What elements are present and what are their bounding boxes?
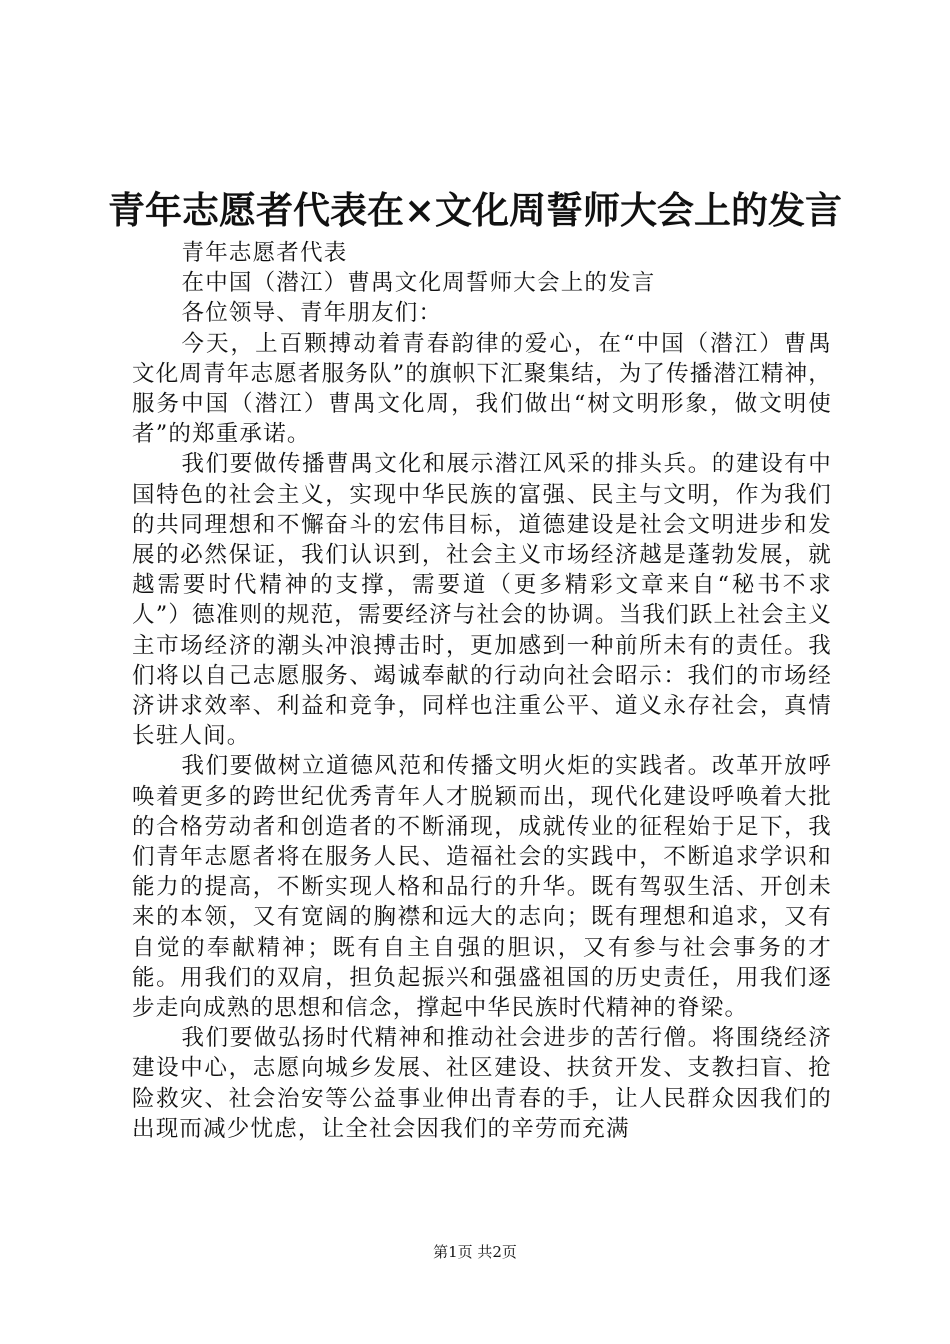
paragraph-morality: 我们要做树立道德风范和传播文明火炬的实践者。改革开放呼唤着更多的跨世纪优秀青年人才脱颖而出，现代化建设呼唤着大批的合格劳动者和创造者的不断涌现，成就传业的征程始于足下，我们青年志愿者将在服务人民、造福社会的实践中，不断追求学识和能力的提高，不断实现人格和品行的升华。既有驾驭生活、开创未来的本领，又有宽阔的胸襟和远大的志向；既有理想和追求，又有自觉的奉献精神；既有自主自强的胆识，又有参与社会事务的才能。用我们的双肩，担负起振兴和强盛祖国的历史责任，用我们逐步走向成熟的思想和信念，撑起中华民族时代精神的脊梁。	[132, 753, 832, 1022]
paragraph-salutation: 各位领导、青年朋友们：	[181, 300, 443, 327]
document-body	[132, 238, 832, 1144]
paragraph-intro: 今天，上百颗搏动着青春韵律的爱心，在“中国（潜江）曹禺文化周青年志愿者服务队”的旗帜下汇聚集结，为了传播潜江精神，服务中国（潜江）曹禺文化周，我们做出“树文明形象，做文明使者”的郑重承诺。	[132, 330, 833, 448]
paragraph-spirit: 我们要做弘扬时代精神和推动社会进步的苦行僧。将围绕经济建设中心，志愿向城乡发展、社区建设、扶贫开发、支教扫盲、抢险救灾、社会治安等公益事业伸出青春的手，让人民群众因我们的出现而减少忧虑，让全社会因我们的辛劳而充满	[132, 1025, 832, 1142]
document-title: 青年志愿者代表在×文化周誓师大会上的发言	[107, 188, 842, 232]
page-number: 第1页 共2页	[433, 1243, 517, 1261]
paragraph-culture: 我们要做传播曹禺文化和展示潜江风采的排头兵。的建设有中国特色的社会主义，实现中华民族的富强、民主与文明，作为我们的共同理想和不懈奋斗的宏伟目标，道德建设是社会文明进步和发展的必然保证，我们认识到，社会主义市场经济越是蓬勃发展，就越需要时代精神的支撑，需要道（更多精彩文章来自“秘书不求人”）德准则的规范，需要经济与社会的协调。当我们跃上社会主义主市场经济的潮头冲浪搏击时，更加感到一种前所未有的责任。我们将以自己志愿服务、竭诚奉献的行动向社会昭示：我们的市场经济讲求效率、利益和竞争，同样也注重公平、道义永存社会，真情长驻人间。	[132, 451, 833, 750]
paragraph-speaker: 青年志愿者代表	[181, 240, 348, 266]
paragraph-occasion: 在中国（潜江）曹禺文化周誓师大会上的发言	[181, 270, 656, 297]
